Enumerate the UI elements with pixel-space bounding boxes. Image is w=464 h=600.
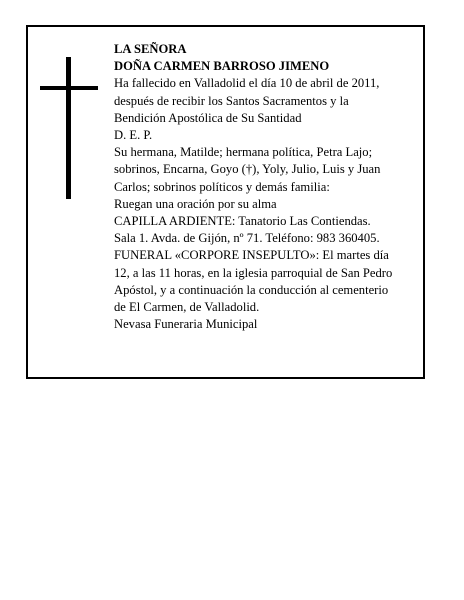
funeral-info-line: FUNERAL «CORPORE INSEPULTO»: El martes día (114, 248, 389, 263)
obituary-notice (26, 25, 425, 379)
death-announcement-line: después de recibir los Santos Sacramentos y la (114, 93, 349, 108)
family-line: sobrinos, Encarna, Goyo (†), Yoly, Julio, Luis y Juan (114, 162, 381, 177)
funeral-info-line: 12, a las 11 horas, en la iglesia parroquial de San Pedro (114, 265, 393, 280)
funeral-info-line: Apóstol, y a continuación la conducción al cementerio (114, 282, 389, 297)
death-announcement-line: Bendición Apostólica de Su Santidad (114, 110, 302, 125)
notice-title-honorific: LA SEÑORA (114, 42, 187, 56)
death-announcement-line: Ha fallecido en Valladolid el día 10 de abril de 2011, (114, 76, 380, 91)
funeral-info-line: de El Carmen, de Valladolid. (114, 300, 260, 315)
funeral-home-line: Nevasa Funeraria Municipal (114, 317, 258, 332)
cross-icon (40, 57, 98, 199)
notice-text (114, 41, 420, 333)
family-line: Su hermana, Matilde; hermana política, Petra Lajo; (114, 145, 373, 160)
chapel-address-line: Sala 1. Avda. de Gijón, nº 71. Teléfono: 983 360405. (114, 231, 380, 246)
cross-horizontal-bar (40, 86, 98, 90)
family-line: Carlos; sobrinos políticos y demás familia: (114, 179, 330, 194)
rest-in-peace-line: D. E. P. (114, 128, 153, 143)
prayer-request-line: Ruegan una oración por su alma (114, 196, 277, 211)
deceased-name: DOÑA CARMEN BARROSO JIMENO (114, 59, 330, 74)
cross-vertical-bar (66, 57, 71, 199)
chapel-info-line: CAPILLA ARDIENTE: Tanatorio Las Contiendas. (114, 214, 371, 229)
